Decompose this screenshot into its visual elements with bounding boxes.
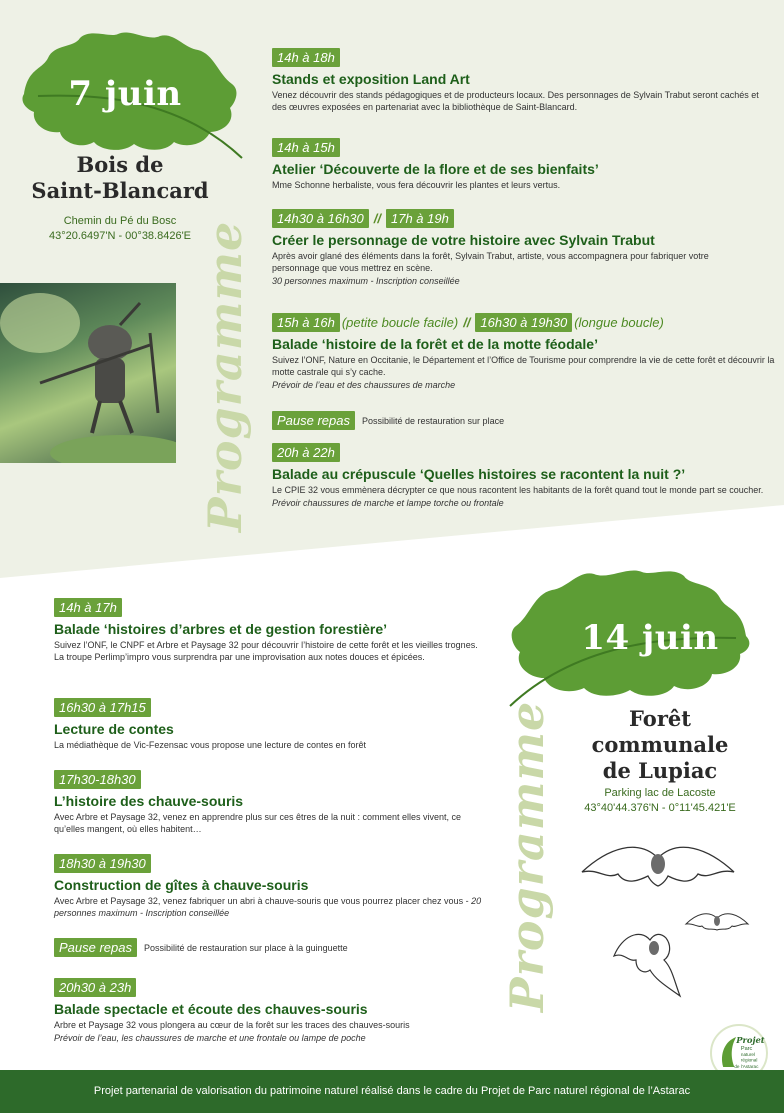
venue-name-line: de Lupiac [602, 758, 718, 783]
pause-badge: Pause repas [272, 411, 355, 430]
event-description: La médiathèque de Vic-Fezensac vous propose une lecture de contes en forêt [54, 740, 367, 750]
venue-name-line: Saint-Blancard [31, 178, 209, 203]
event-item [272, 48, 772, 113]
event-item [54, 770, 484, 835]
event-item [272, 313, 777, 391]
time-badge: 14h à 17h [54, 598, 122, 617]
event-description: Mme Schonne herbaliste, vous fera découvrir les plantes et leurs vertus. [272, 180, 561, 190]
event-description: Suivez l’ONF, Nature en Occitanie, le Département et l’Office de Tourisme pour comprendre la vie de cette forêt et découvrir la motte castrale qui s’y cache. [272, 355, 775, 377]
event-description: Après avoir glané des éléments dans la forêt, Sylvain Trabut, artiste, vous accompagnera pour fabriquer votre personnage que vous mettrez en scène. [272, 251, 709, 273]
event-title: Créer le personnage de votre histoire avec Sylvain Trabut [272, 232, 655, 248]
event-item [272, 443, 777, 509]
event-title: Balade ‘histoire de la forêt et de la motte féodale’ [272, 336, 598, 352]
event-item [54, 978, 494, 1044]
event-item [54, 854, 484, 919]
venue-gps: 43°20.6497'N - 00°38.8426'E [48, 230, 192, 242]
event-title: Balade spectacle et écoute des chauves-souris [54, 1001, 368, 1017]
time-badge: 14h à 15h [272, 138, 340, 157]
programme-vertical-label: Programme [500, 700, 554, 1012]
time-badge: 16h30 à 19h30 [475, 313, 572, 332]
venue-name-line: communale [591, 732, 729, 757]
venue-name [560, 706, 760, 784]
pause-item [54, 938, 484, 957]
time-separator: // [373, 211, 381, 226]
event-description: Arbre et Paysage 32 vous plongera au cœur de la forêt sur les traces des chauves-souris [54, 1020, 410, 1030]
venue-gps: 43°40'44.376'N - 0°11'45.421'E [584, 802, 736, 814]
wooden-figure-image [0, 283, 176, 463]
time-badge: 18h30 à 19h30 [54, 854, 151, 873]
logo-text: de l'Astarac [734, 1063, 759, 1069]
venue-address: Parking lac de Lacoste [604, 787, 716, 799]
event-description: Avec Arbre et Paysage 32, venez fabriquer un abri à chauve-souris que vous pourrez placer chez vous - [54, 896, 469, 906]
event-note: Prévoir de l’eau et des chaussures de marche [272, 380, 456, 390]
event-title: Balade au crépuscule ‘Quelles histoires se racontent la nuit ?’ [272, 466, 686, 482]
pause-description: Possibilité de restauration sur place à la guinguette [144, 942, 348, 953]
logo-text: régional [740, 1057, 758, 1063]
bat-icon [578, 828, 738, 898]
pause-description: Possibilité de restauration sur place [362, 415, 505, 426]
pause-badge: Pause repas [54, 938, 137, 957]
event-description: Venez découvrir des stands pédagogiques et de producteurs locaux. Des personnages de Sylvain Trabut seront cachés et des œuvres exposées en partenariat avec la bibliothèque de Saint-Blancard. [272, 90, 759, 112]
time-badge: 15h à 16h [272, 313, 340, 332]
time-note: (petite boucle facile) [341, 315, 459, 330]
event-date-title: 7 juin [68, 74, 182, 114]
event-note: Prévoir chaussures de marche et lampe torche ou frontale [272, 498, 504, 508]
time-badge: 20h à 22h [272, 443, 340, 462]
event-description: Suivez l’ONF, le CNPF et Arbre et Paysage 32 pour découvrir l’histoire de cette forêt et les vieilles trognes. La troupe Perlimp’impro vous surprendra par une improvisation aux notes douces et épicées. [54, 640, 478, 662]
logo-text: Parc [740, 1046, 753, 1053]
event-title: Balade ‘histoires d’arbres et de gestion forestière’ [54, 621, 387, 637]
event-note: 30 personnes maximum - Inscription conseillée [272, 276, 460, 286]
event-item [272, 138, 772, 191]
event-date-title: 14 juin [581, 618, 719, 658]
programme-vertical-label: Programme [198, 220, 252, 532]
event-description: Avec Arbre et Paysage 32, venez en apprendre plus sur ces êtres de la nuit : comment elles vivent, ce qu’elles mangent, où elles habitent… [54, 812, 462, 834]
event-title: Stands et exposition Land Art [272, 71, 470, 87]
event-item [272, 209, 732, 287]
time-separator: // [463, 315, 471, 330]
time-note: (longue boucle) [574, 315, 664, 330]
time-badge: 14h à 18h [272, 48, 340, 67]
event-item [54, 598, 484, 663]
venue-address: Chemin du Pé du Bosc [63, 215, 177, 227]
time-badge: 17h à 19h [386, 209, 454, 228]
event-title: Construction de gîtes à chauve-souris [54, 877, 309, 893]
venue-name [20, 152, 220, 204]
logo-text: naturel [740, 1051, 756, 1057]
time-badge: 14h30 à 16h30 [272, 209, 369, 228]
event-note: 20 personnes maximum - Inscription conseillée [54, 896, 482, 918]
venue-name-line: Forêt [629, 706, 691, 731]
event-title: Atelier ‘Découverte de la flore et de ses bienfaits’ [272, 161, 599, 177]
forest-figure-photo [0, 283, 176, 463]
logo-text: Projet [736, 1034, 765, 1045]
event-description: Le CPIE 32 vous emmènera décrypter ce que nous racontent les habitants de la forêt quand tout le monde part se coucher. [272, 485, 764, 495]
time-badge: 20h30 à 23h [54, 978, 136, 997]
bat-icon [610, 920, 700, 1000]
venue-coordinates [20, 214, 220, 244]
venue-name-line: Bois de [76, 152, 164, 177]
time-badge: 16h30 à 17h15 [54, 698, 151, 717]
pause-item [272, 411, 772, 430]
time-badge: 17h30-18h30 [54, 770, 141, 789]
event-item [54, 698, 484, 751]
footer-banner: Projet partenarial de valorisation du patrimoine naturel réalisé dans le cadre du Projet de Parc naturel régional de l’Astarac [0, 1070, 784, 1113]
event-title: L’histoire des chauve-souris [54, 793, 244, 809]
event-title: Lecture de contes [54, 721, 174, 737]
event-note: Prévoir de l’eau, les chaussures de marche et une frontale ou lampe de poche [54, 1033, 366, 1043]
venue-coordinates [550, 786, 770, 816]
